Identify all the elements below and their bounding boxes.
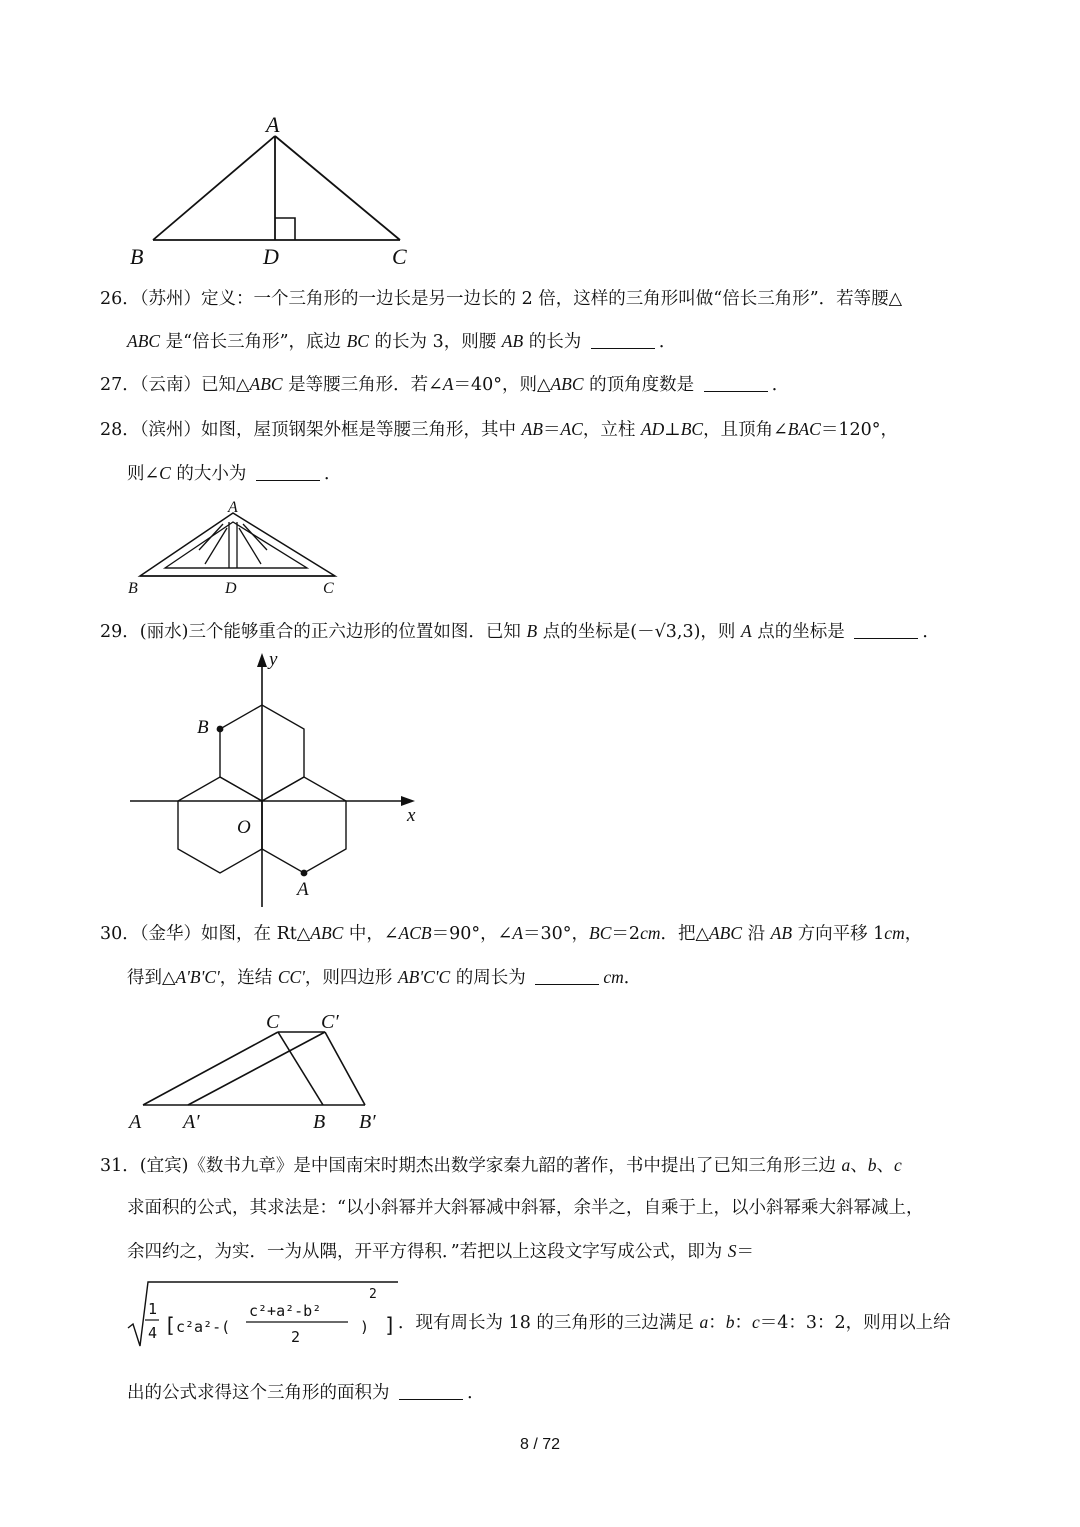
label-O: O <box>237 817 251 838</box>
svg-text:): ) <box>360 1318 370 1336</box>
question-source: （金华） <box>139 924 202 944</box>
label-C: C <box>392 244 407 269</box>
answer-blank <box>591 332 655 349</box>
svg-text:4: 4 <box>148 1324 158 1342</box>
svg-text:c²a²-(: c²a²-( <box>176 1318 231 1336</box>
sqrt-three: √3 <box>654 622 677 642</box>
svg-text:2: 2 <box>291 1328 301 1346</box>
label-x: x <box>407 805 416 826</box>
question-source: (丽水) <box>139 622 189 642</box>
figure-hexagons <box>125 645 435 910</box>
page-number: 8 / 72 <box>519 1436 561 1453</box>
heron-qin-formula <box>126 1280 416 1356</box>
label-y: y <box>269 649 278 670</box>
answer-blank <box>256 464 320 481</box>
label-B: B <box>130 244 144 269</box>
figure-triangle-abd <box>120 110 420 270</box>
label-B: B <box>128 580 138 597</box>
answer-blank <box>854 622 918 639</box>
label-D: D <box>225 580 237 597</box>
svg-text:1: 1 <box>148 1300 158 1318</box>
label-C-prime: C′ <box>321 1011 339 1033</box>
question-number: 27． <box>100 375 140 395</box>
svg-text:[: [ <box>164 1313 177 1337</box>
question-source: （滨州） <box>139 420 202 440</box>
question-number: 29． <box>100 622 140 642</box>
label-A-prime: A′ <box>183 1111 200 1133</box>
label-C: C <box>323 580 334 597</box>
figure-translated-triangle <box>125 1008 405 1138</box>
answer-blank <box>704 375 768 392</box>
label-A: A <box>129 1111 142 1133</box>
question-number: 30． <box>100 924 140 944</box>
question-number: 26． <box>100 289 140 309</box>
svg-text:2: 2 <box>369 1287 377 1302</box>
label-A: A <box>266 112 280 137</box>
svg-text:]: ] <box>384 1313 397 1337</box>
label-C: C <box>266 1011 280 1033</box>
svg-text:c²+a²-b²: c²+a²-b² <box>249 1302 322 1320</box>
label-B: B <box>313 1111 326 1133</box>
label-D: D <box>263 244 279 269</box>
label-B-prime: B′ <box>359 1111 376 1133</box>
answer-blank <box>399 1383 463 1400</box>
question-number: 31． <box>100 1156 140 1176</box>
question-source: （苏州） <box>139 289 202 309</box>
label-B: B <box>197 717 209 738</box>
label-A: A <box>297 879 309 900</box>
question-source: （云南） <box>139 375 202 395</box>
question-source: (宜宾) <box>139 1156 189 1176</box>
label-A: A <box>228 499 238 516</box>
answer-blank <box>535 968 599 985</box>
figure-roof-truss <box>125 498 355 598</box>
question-number: 28． <box>100 420 140 440</box>
